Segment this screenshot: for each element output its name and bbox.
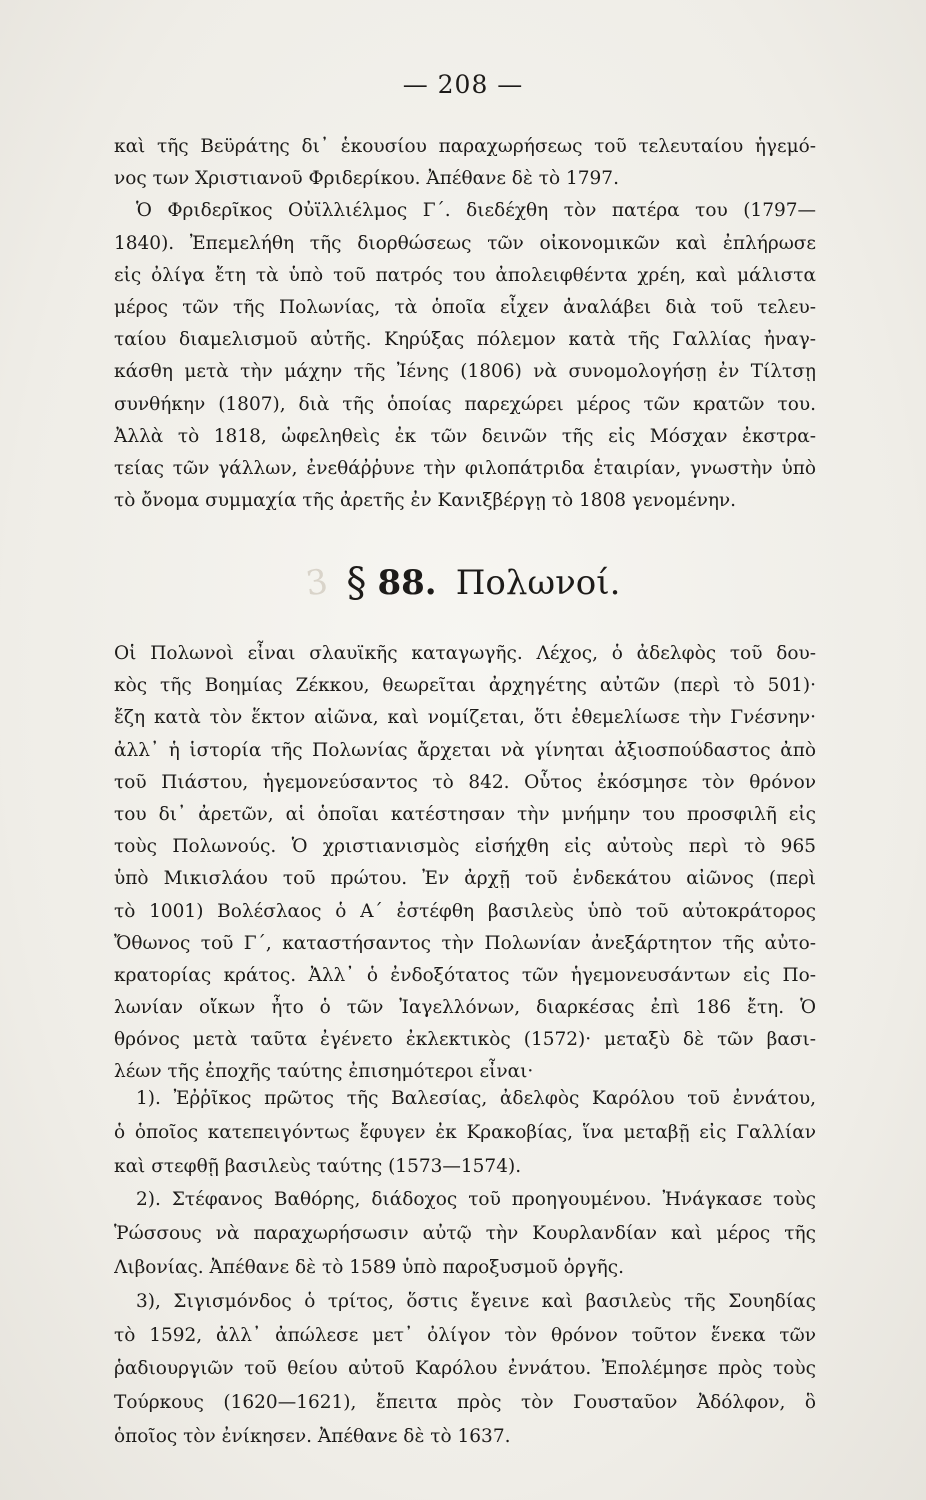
text-line: λωνίαν οἴκων ἦτο ὁ τῶν Ἰαγελλόνων, διαρκέσας ἐπὶ 186 ἔτη. Ὁ [114, 997, 816, 1019]
pencil-mark: 3 [302, 561, 330, 605]
text-line: του δι᾽ ἀρετῶν, αἱ ὁποῖαι κατέστησαν τὴν μνήμην του προσφιλῆ εἰς [114, 803, 816, 825]
list-item-line: 2). Στέφανος Βαθόρης, διάδοχος τοῦ προηγουμένου. Ἠνάγκασε τοὺς [136, 1189, 816, 1211]
list-item-line: καὶ στεφθῇ βασιλεὺς ταύτης (1573—1574). [114, 1155, 522, 1177]
section-heading [0, 560, 926, 620]
list-item-line: ῥαδιουργιῶν τοῦ θείου αὐτοῦ Καρόλου ἐννάτου. Ἐπολέμησε πρὸς τοὺς [114, 1358, 816, 1380]
list-item-line: Ῥώσσους νὰ παραχωρήσωσιν αὐτῷ τὴν Κουρλανδίαν καὶ μέρος τῆς [114, 1223, 816, 1245]
text-line: λέων τῆς ἐποχῆς ταύτης ἐπισημότεροι εἶναι· [114, 1061, 534, 1083]
text-line: τείας τῶν γάλλων, ἐνεθάῤῥυνε τὴν φιλοπάτριδα ἑταιρίαν, γνωστὴν ὑπὸ [114, 457, 816, 479]
paragraph-block-top [114, 131, 816, 517]
list-item-line: 1). Ἐῤῥῖκος πρῶτος τῆς Βαλεσίας, ἀδελφὸς Καρόλου τοῦ ἐννάτου, [136, 1088, 816, 1109]
list-item-line: ὁποῖος τὸν ἐνίκησεν. Ἀπέθανε δὲ τὸ 1637. [114, 1425, 511, 1447]
text-line: συνθήκην (1807), διὰ τῆς ὁποίας παρεχώρει μέρος τῶν κρατῶν του. [114, 393, 816, 415]
section-title: Πολωνοί. [455, 563, 621, 603]
text-line: 1840). Ἐπεμελήθη τῆς διορθώσεως τῶν οἰκονομικῶν καὶ ἐπλήρωσε [114, 232, 816, 254]
text-line: Ἀλλὰ τὸ 1818, ὠφεληθεὶς ἐκ τῶν δεινῶν τῆς εἰς Μόσχαν ἐκστρα- [114, 425, 816, 447]
text-line: Ὄθωνος τοῦ Γ΄, καταστήσαντος τὴν Πολωνίαν ἀνεξάρτητον τῆς αὐτο- [114, 932, 816, 954]
text-line: ἀλλ᾽ ἡ ἱστορία τῆς Πολωνίας ἄρχεται νὰ γίνηται ἀξιοσπούδαστος ἀπὸ [114, 739, 816, 761]
list-item-line: ὁ ὁποῖος κατεπειγόντως ἔφυγεν ἐκ Κρακοβίας, ἵνα μεταβῇ εἰς Γαλλίαν [114, 1121, 816, 1143]
text-line: ὑπὸ Μικισλάου τοῦ πρώτου. Ἐν ἀρχῇ τοῦ ἑνδεκάτου αἰῶνος (περὶ [114, 868, 816, 890]
list-item-line: Λιβονίας. Ἀπέθανε δὲ τὸ 1589 ὑπὸ παροξυσμοῦ ὀργῆς. [114, 1256, 625, 1278]
list-item-line: 3), Σιγισμόνδος ὁ τρίτος, ὅστις ἔγεινε καὶ βασιλεὺς τῆς Σουηδίας [136, 1290, 816, 1312]
text-line: τὸ 1001) Βολέσλαος ὁ Α΄ ἐστέφθη βασιλεὺς ὑπὸ τοῦ αὐτοκράτορος [114, 900, 816, 922]
text-line: Οἱ Πολωνοὶ εἶναι σλαυϊκῆς καταγωγῆς. Λέχος, ὁ ἀδελφὸς τοῦ δου- [114, 643, 816, 664]
text-line: κὸς τῆς Βοημίας Ζέκκου, θεωρεῖται ἀρχηγέτης αὐτῶν (περὶ τὸ 501)· [114, 675, 816, 697]
section-number: 88. [377, 563, 437, 603]
text-line: τοὺς Πολωνούς. Ὁ χριστιανισμὸς εἰσήχθη εἰς αὐτοὺς περὶ τὸ 965 [114, 836, 816, 858]
text-line: τὸ ὄνομα συμμαχία τῆς ἀρετῆς ἐν Κανιξβέργῃ τὸ 1808 γενομένην. [114, 490, 737, 512]
paragraph-block-list [114, 1082, 816, 1454]
text-line: ταίου διαμελισμοῦ αὐτῆς. Κηρύξας πόλεμον κατὰ τῆς Γαλλίας ἠναγ- [114, 329, 816, 351]
section-sign: § [346, 560, 367, 606]
text-line: νος των Χριστιανοῦ Φριδερίκου. Ἀπέθανε δὲ τὸ 1797. [114, 168, 619, 190]
text-line: τοῦ Πιάστου, ἡγεμονεύσαντος τὸ 842. Οὗτος ἐκόσμησε τὸν θρόνον [114, 771, 816, 793]
paragraph-block-main [114, 638, 816, 1089]
list-item-line: τὸ 1592, ἀλλ᾽ ἀπώλεσε μετ᾽ ὀλίγον τὸν θρόνον τοῦτον ἕνεκα τῶν [114, 1324, 816, 1346]
text-line: μέρος τῶν τῆς Πολωνίας, τὰ ὁποῖα εἶχεν ἀναλάβει διὰ τοῦ τελευ- [114, 296, 816, 318]
text-line: κρατορίας κράτος. Ἀλλ᾽ ὁ ἐνδοξότατος τῶν ἡγεμονευσάντων εἰς Πο- [114, 964, 816, 986]
text-line: Ὁ Φριδερῖκος Οὐϊλλιέλμος Γ΄. διεδέχθη τὸν πατέρα του (1797— [136, 200, 816, 222]
list-item-line: Τούρκους (1620—1621), ἔπειτα πρὸς τὸν Γουσταῦον Ἀδόλφον, ὃ [114, 1392, 816, 1414]
text-line: εἰς ὀλίγα ἔτη τὰ ὑπὸ τοῦ πατρός του ἀπολειφθέντα χρέη, καὶ μάλιστα [114, 264, 816, 286]
text-line: κάσθη μετὰ τὴν μάχην τῆς Ἰένης (1806) νὰ συνομολογήσῃ ἐν Τίλτσῃ [114, 361, 816, 383]
text-line: καὶ τῆς Βεϋράτης δι᾽ ἑκουσίου παραχωρήσεως τοῦ τελευταίου ἡγεμό- [114, 136, 816, 157]
text-line: ἔζη κατὰ τὸν ἕκτον αἰῶνα, καὶ νομίζεται, ὅτι ἐθεμελίωσε τὴν Γνέσνην· [114, 707, 816, 729]
text-line: θρόνος μετὰ ταῦτα ἐγένετο ἐκλεκτικὸς (1572)· μεταξὺ δὲ τῶν βασι- [114, 1029, 816, 1051]
page-number: — 208 — [402, 70, 524, 99]
